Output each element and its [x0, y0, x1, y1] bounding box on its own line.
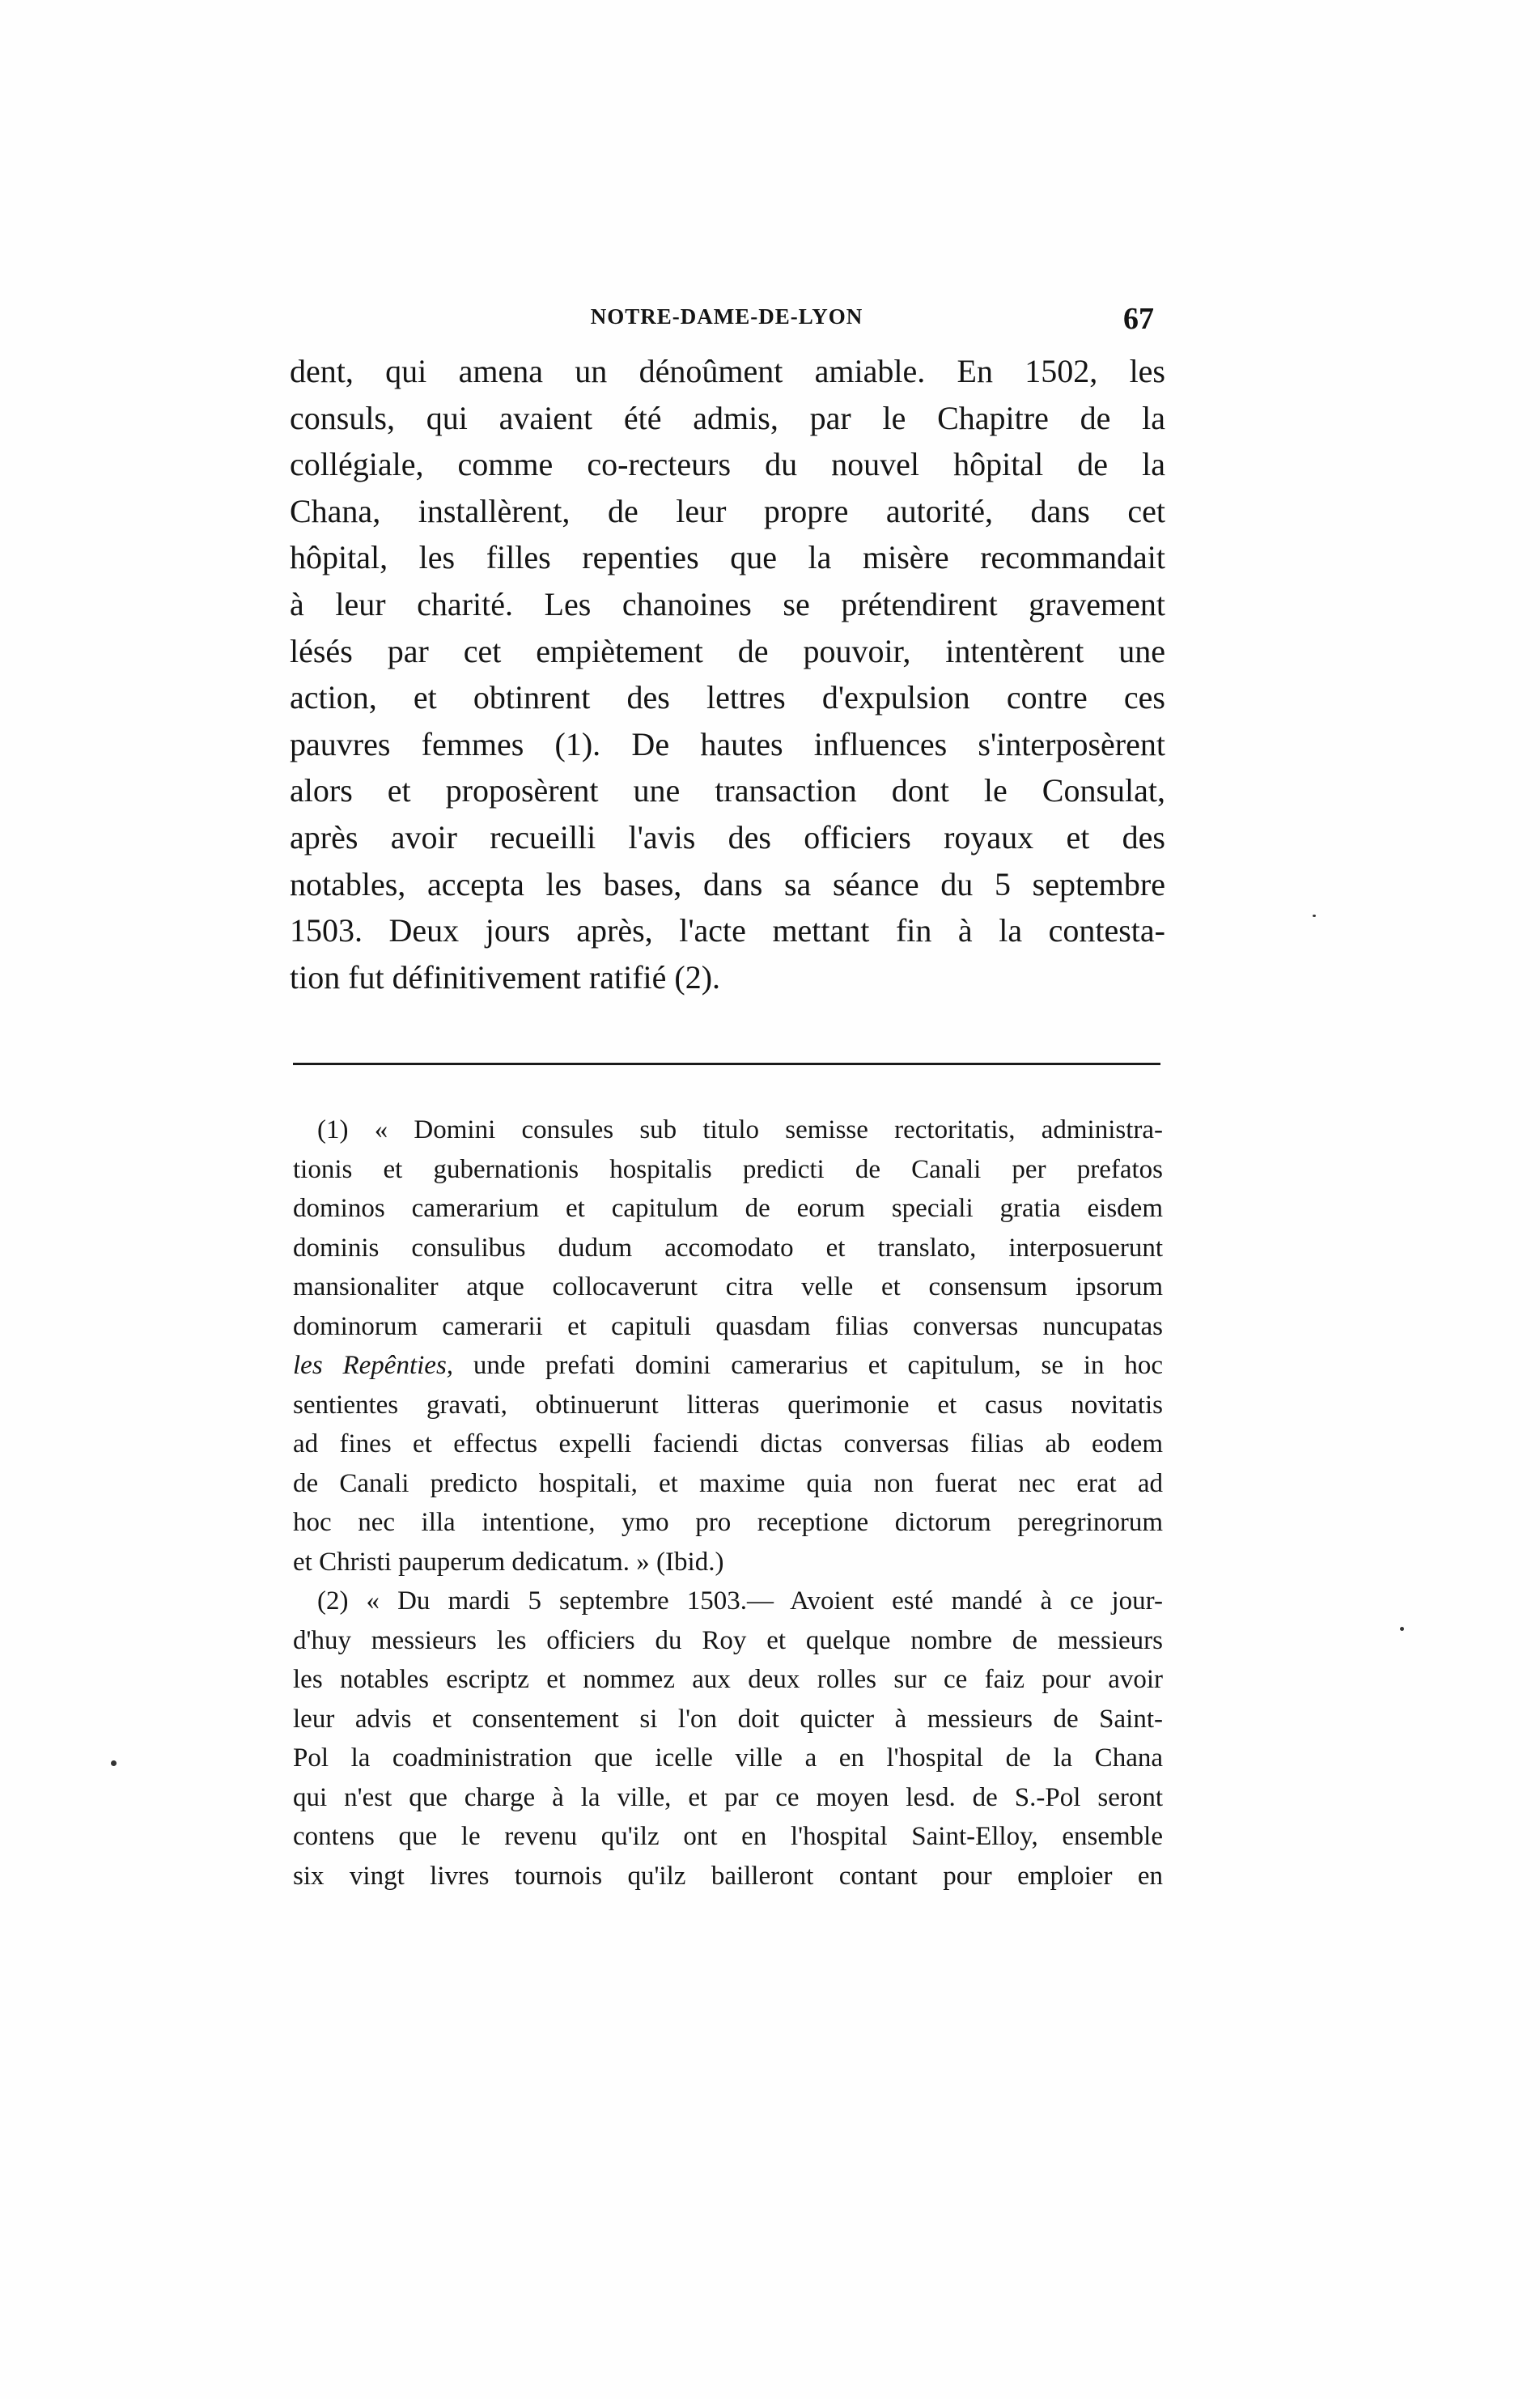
- footnote-line: les notables escriptz et nommez aux deux rolles sur ce faiz pour avoir: [293, 1665, 1163, 1694]
- body-line: Chana, installèrent, de leur propre autorité, dans cet: [290, 492, 1165, 529]
- footnotes: [293, 1110, 1163, 1896]
- running-title: NOTRE-DAME-DE-LYON: [590, 304, 863, 329]
- body-line: consuls, qui avaient été admis, par le Chapitre de la: [290, 399, 1165, 436]
- scan-speck: [1400, 1627, 1404, 1631]
- scan-speck: [1313, 915, 1316, 917]
- body-line: notables, accepta les bases, dans sa séance du 5 septembre: [290, 865, 1165, 902]
- footnote-line: (2) « Du mardi 5 septembre 1503.— Avoient esté mandé à ce jour-: [317, 1586, 1163, 1616]
- footnote-line: dominis consulibus dudum accomodato et translato, interposuerunt: [293, 1233, 1163, 1263]
- footnote-line: sentientes gravati, obtinuerunt litteras querimonie et casus novitatis: [293, 1390, 1163, 1420]
- body-line: dent, qui amena un dénoûment amiable. En 1502, les: [290, 353, 1165, 389]
- body-paragraph: [290, 348, 1165, 1000]
- body-line: collégiale, comme co-recteurs du nouvel hôpital de la: [290, 446, 1165, 483]
- body-line: après avoir recueilli l'avis des officiers royaux et des: [290, 818, 1165, 856]
- footnote-line: qui n'est que charge à la ville, et par ce moyen lesd. de S.-Pol seront: [293, 1782, 1163, 1812]
- footnote-line: tionis et gubernationis hospitalis predicti de Canali per prefatos: [293, 1154, 1163, 1184]
- page-number: 67: [1123, 302, 1154, 336]
- footnote-line: (1) « Domini consules sub titulo semisse rectoritatis, administra-: [317, 1115, 1163, 1144]
- footnote-2: [293, 1582, 1163, 1896]
- body-line: 1503. Deux jours après, l'acte mettant fin à la contesta-: [290, 912, 1165, 949]
- footnote-line: d'huy messieurs les officiers du Roy et quelque nombre de messieurs: [293, 1625, 1163, 1655]
- body-line: pauvres femmes (1). De hautes influences s'interposèrent: [290, 725, 1165, 762]
- footnote-line: dominorum camerarii et capituli quasdam filias conversas nuncupatas: [293, 1311, 1163, 1341]
- footnote-line: et Christi pauperum dedicatum. » (Ibid.): [293, 1547, 724, 1577]
- footnote-line: ad fines et effectus expelli faciendi dictas conversas filias ab eodem: [293, 1429, 1163, 1459]
- footnote-line: six vingt livres tournois qu'ilz bailleront contant pour emploier en: [293, 1861, 1163, 1891]
- footnote-line: contens que le revenu qu'ilz ont en l'hospital Saint-Elloy, ensemble: [293, 1822, 1163, 1851]
- body-line: tion fut définitivement ratifié (2).: [290, 958, 721, 996]
- footnote-line: dominos camerarium et capitulum de eorum speciali gratia eisdem: [293, 1194, 1163, 1223]
- footnote-line: de Canali predicto hospitali, et maxime quia non fuerat nec erat ad: [293, 1468, 1163, 1498]
- body-line: lésés par cet empiètement de pouvoir, intentèrent une: [290, 632, 1165, 669]
- body-line: action, et obtinrent des lettres d'expulsion contre ces: [290, 679, 1165, 716]
- footnote-line-with-italic: [293, 1346, 1163, 1386]
- footnote-line-rest: unde prefati domini camerarius et capitulum, se in hoc: [473, 1351, 1163, 1380]
- body-line: à leur charité. Les chanoines se prétendirent gravement: [290, 585, 1165, 622]
- footnote-line: Pol la coadministration que icelle ville a en l'hospital de la Chana: [293, 1743, 1163, 1773]
- body-line: alors et proposèrent une transaction dont le Consulat,: [290, 772, 1165, 809]
- footnote-line: leur advis et consentement si l'on doit quicter à messieurs de Saint-: [293, 1704, 1163, 1734]
- footnote-1: [293, 1110, 1163, 1582]
- footnote-line: hoc nec illa intentione, ymo pro receptione dictorum peregrinorum: [293, 1508, 1163, 1537]
- body-line: hôpital, les filles repenties que la misère recommandait: [290, 539, 1165, 576]
- footnote-separator-rule: [293, 1063, 1160, 1065]
- footnote-line: mansionaliter atque collocaverunt citra velle et consensum ipsorum: [293, 1272, 1163, 1301]
- running-head: [290, 301, 1164, 336]
- scan-speck: [111, 1760, 117, 1766]
- italic-phrase: les Repênties,: [293, 1351, 454, 1380]
